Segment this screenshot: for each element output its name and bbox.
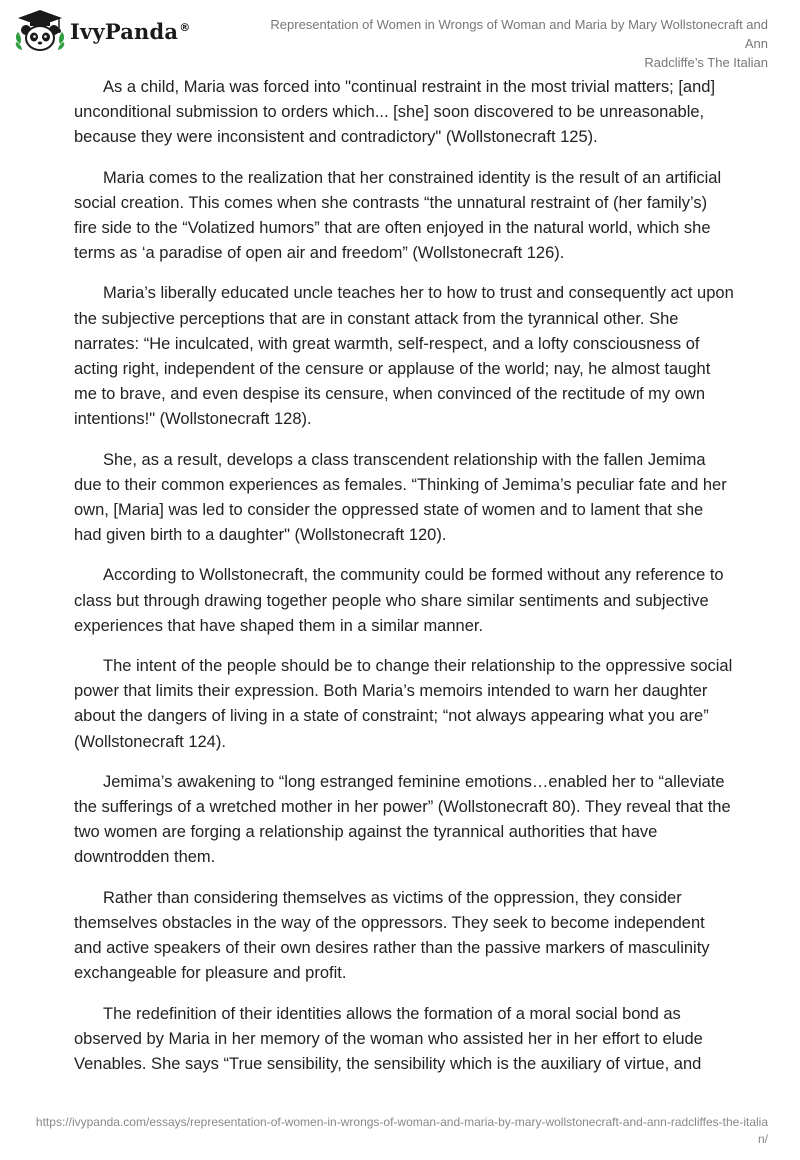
document-title-line: Radcliffe’s The Italian: [644, 55, 768, 70]
paragraph: The intent of the people should be to change their relationship to the oppressive social power that limits their expression. Both Maria’s memoirs intended to warn her daughter about the dangers of living in a state of constraint; “not always appearing what you are” (Wollstonecraft 124).: [74, 657, 733, 751]
paragraph: According to Wollstonecraft, the community could be formed without any reference to class but through drawing together people who share similar sentiments and subjective experiences that have shaped them in a similar manner.: [74, 566, 724, 635]
source-url[interactable]: https://ivypanda.com/essays/representation-of-women-in-wrongs-of-woman-and-maria-by-mary-wollstonecraft-and-ann-radcliffes-the-italian/: [35, 1115, 768, 1146]
page-header: [0, 0, 800, 70]
brand-name: IvyPanda®: [70, 18, 191, 44]
registered-mark: ®: [179, 20, 191, 34]
paragraph: Jemima’s awakening to “long estranged feminine emotions…enabled her to “alleviate the sufferings of a wretched mother in her power” (Wollstonecraft 80). They reveal that the two women are forging a relationship against the tyrannical authorities that have downtrodden them.: [74, 772, 731, 867]
document-title: [248, 15, 768, 72]
paragraph: As a child, Maria was forced into "continual restraint in the most trivial matters; [and] unconditional submission to orders which... [she] soon discovered to be unreasonable, because they were inconsistent and contradictory" (Wollstonecraft 125).: [74, 78, 716, 147]
paragraph: Maria’s liberally educated uncle teaches her to how to trust and consequently act upon the subjective perceptions that are in constant attack from the tyrannical other. She narrates: “He inculcated, with great warmth, self-respect, and a lofty consciousness of acting right, independent of the censure or applause of the world; nay, he almost taught me to brave, and even despise its censure, when convinced of the rectitude of my own intentions!" (Wollstonecraft 128).: [74, 284, 734, 429]
document-title-line: Representation of Women in Wrongs of Woman and Maria by Mary Wollstonecraft and Ann: [270, 17, 768, 51]
ivypanda-logo[interactable]: [14, 8, 190, 52]
paragraph: The redefinition of their identities allows the formation of a moral social bond as observed by Maria in her memory of the woman who assisted her in her effort to elude Venables. She says “True sensibility, the sensibility which is the auxiliary of virtue, and: [74, 1004, 703, 1073]
paragraph: Maria comes to the realization that her constrained identity is the result of an artificial social creation. This comes when she contrasts “the unnatural restraint of (her family’s) fire side to the “Volatized humors” that are often enjoyed in the natural world, which she terms as ‘a paradise of open air and freedom” (Wollstonecraft 126).: [74, 168, 722, 263]
paragraph: She, as a result, develops a class transcendent relationship with the fallen Jemima due to their common experiences as females. “Thinking of Jemima’s peculiar fate and her own, [Maria] was led to consider the oppressed state of women and to lament that she had given birth to a daughter" (Wollstonecraft 120).: [74, 450, 727, 545]
essay-body: [74, 75, 734, 1092]
panda-graduate-icon: [14, 8, 66, 52]
paragraph: Rather than considering themselves as victims of the oppression, they consider themselves obstacles in the way of the oppressors. They seek to become independent and active speakers of their own desires rather than the passive markers of masculinity exchangeable for pleasure and profit.: [74, 888, 710, 983]
